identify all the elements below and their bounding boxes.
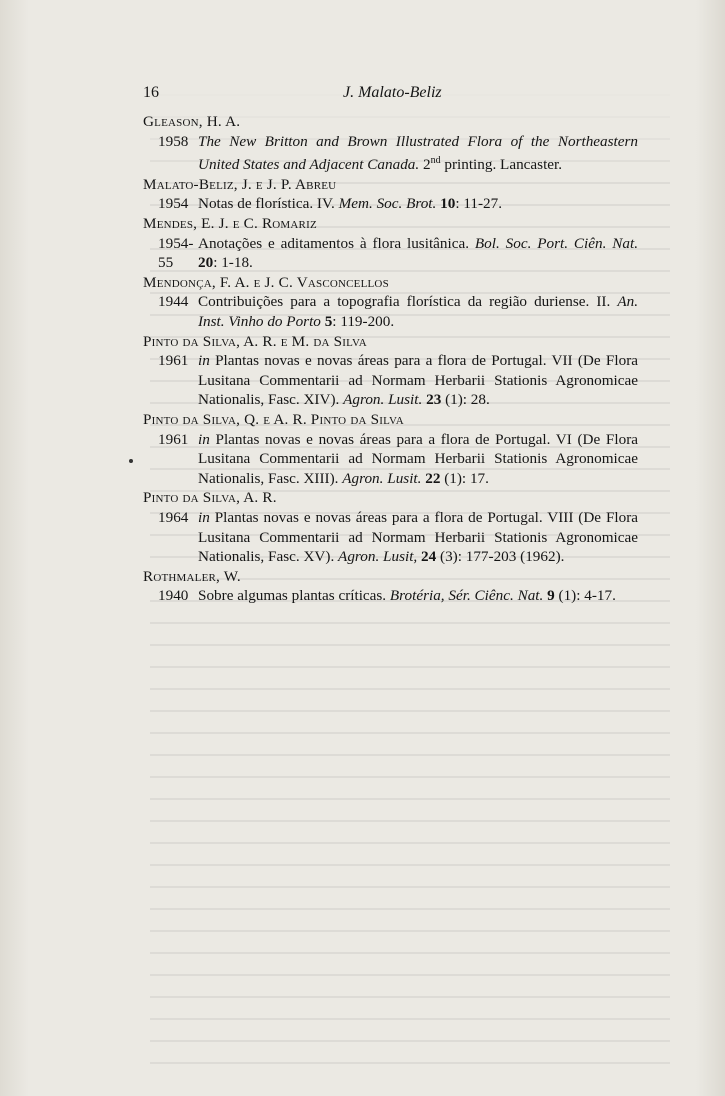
citation-text: Anotações e aditamentos à flora lusitânica. xyxy=(198,234,475,252)
citation-text: 10 xyxy=(440,195,456,213)
reference-group xyxy=(143,273,638,332)
reference-entry xyxy=(143,508,638,567)
reference-group xyxy=(143,410,638,488)
reference-citation xyxy=(198,292,638,331)
reference-author: Rothmaler, W. xyxy=(143,567,241,585)
citation-text: in xyxy=(198,430,210,448)
citation-text: 9 xyxy=(547,587,555,605)
reference-year: 1944 xyxy=(158,293,189,311)
reference-list xyxy=(143,112,638,606)
reference-group xyxy=(143,567,638,606)
reference-group xyxy=(143,214,638,273)
citation-text: (1): 17. xyxy=(440,469,489,487)
reference-entry xyxy=(143,430,638,489)
citation-text: (1): 4-17. xyxy=(554,587,616,605)
reference-citation xyxy=(198,351,638,410)
reference-year: 1954 xyxy=(158,195,189,213)
reference-group xyxy=(143,112,638,175)
citation-text: 22 xyxy=(425,469,441,487)
reference-entry xyxy=(143,586,638,606)
reference-author: Malato-Beliz, J. e J. P. Abreu xyxy=(143,175,337,193)
reference-citation xyxy=(198,194,638,214)
page-header xyxy=(143,84,638,104)
citation-text: : 1-18. xyxy=(213,254,253,272)
reference-year: 1961 xyxy=(158,352,189,370)
reference-author: Pinto da Silva, A. R. xyxy=(143,489,277,507)
reference-citation xyxy=(198,132,638,175)
citation-text: Mem. Soc. Brot. xyxy=(338,195,437,213)
reference-entry xyxy=(143,194,638,214)
citation-text: An. Inst. Vinho do Porto xyxy=(198,293,638,330)
reference-citation xyxy=(198,508,638,567)
reference-citation xyxy=(198,430,638,489)
reference-year: 1958 xyxy=(158,132,189,150)
citation-text: in xyxy=(198,508,210,526)
citation-text: Bol. Soc. Port. Ciên. Nat. xyxy=(474,234,638,252)
reference-year: 1940 xyxy=(158,587,189,605)
citation-text: 23 xyxy=(426,391,442,409)
citation-text: 20 xyxy=(198,254,214,272)
citation-text: in xyxy=(198,352,210,370)
reference-citation xyxy=(198,586,638,606)
reference-author: Pinto da Silva, A. R. e M. da Silva xyxy=(143,332,367,350)
citation-text: : 11-27. xyxy=(455,195,502,213)
reference-author: Mendonça, F. A. e J. C. Vasconcellos xyxy=(143,273,389,291)
reference-author: Gleason, H. A. xyxy=(143,113,241,130)
running-head: J. Malato-Beliz xyxy=(343,84,442,101)
reference-entry xyxy=(143,292,638,331)
reference-year: 1954-55 xyxy=(158,234,194,272)
reference-entry xyxy=(143,234,638,273)
citation-text: Agron. Lusit, xyxy=(338,548,418,566)
reference-group xyxy=(143,175,638,214)
citation-text: Plantas novas e novas áreas para a flora de Portugal. VIII (De Flora Lusitana Commentarii ad Normam Herbarii Stationis Agronomicae Nationalis, Fasc. XV). xyxy=(198,508,638,566)
citation-text: Sobre algumas plantas críticas. xyxy=(198,587,390,605)
reference-year: 1961 xyxy=(158,430,189,448)
citation-text: nd xyxy=(430,155,441,167)
reference-group xyxy=(143,488,638,566)
citation-text: 5 xyxy=(324,313,333,330)
reference-citation xyxy=(198,234,638,273)
reference-year: 1964 xyxy=(158,508,189,526)
citation-text: : 119-200. xyxy=(332,313,395,330)
citation-text: 2 xyxy=(419,156,431,174)
citation-text: (1): 28. xyxy=(441,391,490,409)
citation-text: 24 xyxy=(421,548,437,566)
citation-text: Notas de florística. IV. xyxy=(198,195,339,213)
citation-text: (3): 177-203 (1962). xyxy=(436,548,565,566)
reference-entry xyxy=(143,351,638,410)
citation-text: The New Britton and Brown Illustrated Flora of the Northeastern United States and Adjacent Canada. xyxy=(198,132,638,174)
citation-text: Plantas novas e novas áreas para a flora de Portugal. VII (De Flora Lusitana Commentarii ad Normam Herbarii Stationis Agronomicae Nationalis, Fasc. XIV). xyxy=(198,352,638,409)
citation-text: printing. Lancaster. xyxy=(440,156,563,174)
page-number: 16 xyxy=(143,84,159,101)
citation-text: Plantas novas e novas áreas para a flora de Portugal. VI (De Flora Lusitana Commentarii ad Normam Herbarii Stationis Agronomicae Nationalis, Fasc. XIII). xyxy=(198,430,638,487)
citation-text: Agron. Lusit. xyxy=(342,469,422,487)
margin-mark xyxy=(129,459,133,463)
reference-author: Mendes, E. J. e C. Romariz xyxy=(143,215,317,233)
citation-text: Agron. Lusit. xyxy=(343,391,423,409)
reference-author: Pinto da Silva, Q. e A. R. Pinto da Silva xyxy=(143,410,404,428)
reference-entry xyxy=(143,132,638,175)
reference-group xyxy=(143,332,638,410)
citation-text: Brotéria, Sér. Ciênc. Nat. xyxy=(389,587,544,605)
citation-text: Contribuições para a topografia florística da região duriense. II. xyxy=(198,293,618,311)
